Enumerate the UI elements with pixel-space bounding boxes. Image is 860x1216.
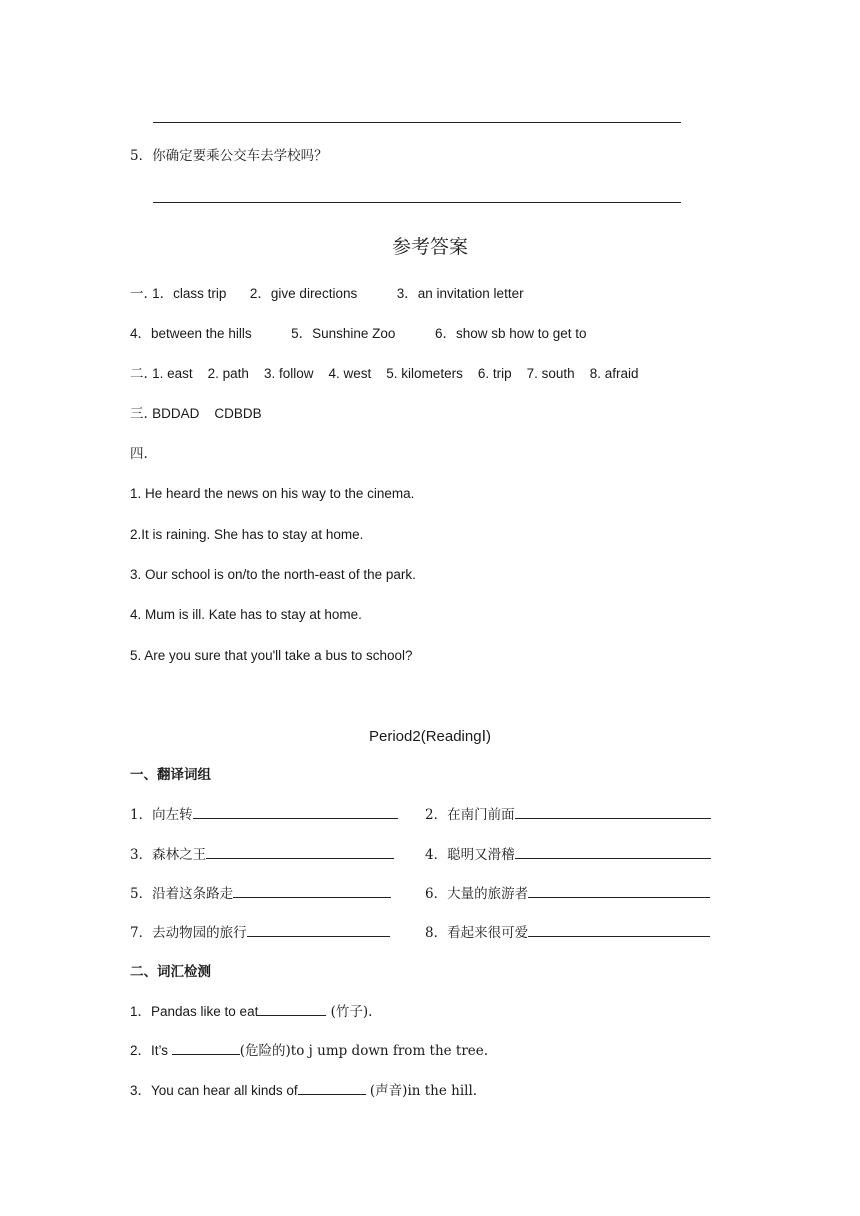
blank-line [298, 1082, 366, 1095]
translate-item [425, 806, 711, 824]
translate-item [130, 924, 390, 942]
blank-line [528, 924, 710, 937]
answer-item: 8. afraid [589, 366, 639, 381]
translate-prompt: 3．森林之王 [130, 847, 207, 863]
translate-prompt: 4．聪明又滑稽 [425, 847, 515, 863]
answer-sentence: 3. Our school is on/to the north-east of the park. [130, 567, 416, 582]
answer-item: BDDAD CDBDB [152, 406, 262, 421]
answers-section-3 [130, 405, 262, 423]
vocab-hint: (危险的)to j ump down from the tree. [239, 1043, 489, 1059]
translate-item [130, 885, 391, 903]
translate-prompt: 5．沿着这条路走 [130, 886, 234, 902]
blank-line [247, 924, 390, 937]
blank-line [193, 806, 398, 819]
vocab-item [130, 1003, 372, 1021]
translate-prompt: 7．去动物园的旅行 [130, 925, 247, 941]
answer-sentence: 1. He heard the news on his way to the cinema. [130, 486, 415, 501]
blank-line [528, 885, 710, 898]
vocab-prompt: 3．You can hear all kinds of [130, 1083, 298, 1098]
section-1-label: 一. [130, 286, 153, 302]
answer-item: 6．show sb how to get to [434, 326, 587, 341]
vocab-hint: (竹子). [326, 1004, 373, 1020]
answer-sentence: 2.It is raining. She has to stay at home. [130, 527, 364, 542]
translate-prompt: 2．在南门前面 [425, 807, 515, 823]
answer-item: 3. follow [263, 366, 314, 381]
vocab-item [130, 1042, 488, 1060]
answer-item: 6. trip [477, 366, 512, 381]
translate-item [425, 846, 711, 864]
answer-item: 1. east [152, 366, 193, 381]
vocab-prompt: 2．It’s [130, 1043, 172, 1058]
blank-line [233, 885, 391, 898]
answer-item: 5. kilometers [386, 366, 463, 381]
blank-line [258, 1003, 326, 1016]
translate-item [425, 885, 710, 903]
answer-item: 5．Sunshine Zoo [291, 326, 396, 341]
vocab-item [130, 1082, 477, 1100]
answer-line-4 [153, 122, 681, 123]
section-4-label: 四. [130, 446, 148, 462]
translate-item [425, 924, 710, 942]
period-title: Period2(ReadingⅠ) [369, 728, 491, 745]
answer-item: 3．an invitation letter [396, 286, 524, 301]
vocab-prompt: 1．Pandas like to eat [130, 1004, 259, 1019]
answer-sentence: 4. Mum is ill. Kate has to stay at home. [130, 607, 362, 622]
answer-item: 7. south [526, 366, 575, 381]
section-2-label: 二. [130, 366, 153, 382]
blank-line [206, 846, 394, 859]
section-3-label: 三. [130, 406, 153, 422]
blank-line [515, 846, 711, 859]
blank-line [172, 1042, 240, 1055]
answer-line-5 [153, 202, 681, 203]
blank-line [515, 806, 711, 819]
answer-item: 2．give directions [249, 286, 358, 301]
answer-item: 2. path [207, 366, 249, 381]
section-vocab-title: 二、词汇检测 [130, 964, 211, 980]
answers-section-1-row-b [130, 325, 587, 343]
answer-item: 4. west [328, 366, 372, 381]
translate-item [130, 846, 394, 864]
translate-prompt: 6．大量的旅游者 [425, 886, 529, 902]
translate-prompt: 1．向左转 [130, 807, 193, 823]
answer-item: 1．class trip [152, 286, 227, 301]
question-5: 5．你确定要乘公交车去学校吗？ [130, 148, 328, 164]
section-translate-title: 一、翻译词组 [130, 767, 211, 783]
answers-section-1-row-a [130, 285, 524, 303]
translate-item [130, 806, 398, 824]
answers-section-2 [130, 365, 638, 383]
vocab-hint: (声音)in the hill. [365, 1083, 478, 1099]
answers-title: 参考答案 [391, 236, 468, 258]
answer-item: 4．between the hills [130, 326, 252, 341]
translate-prompt: 8．看起来很可爱 [425, 925, 529, 941]
answer-sentence: 5. Are you sure that you'll take a bus to school? [130, 648, 413, 663]
